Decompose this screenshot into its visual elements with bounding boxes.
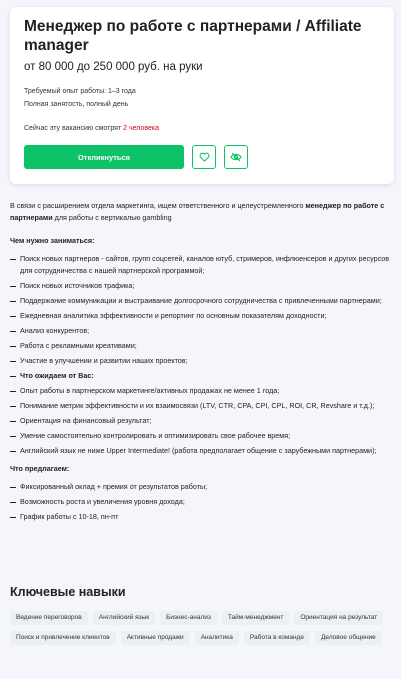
favorite-button[interactable] [192, 145, 216, 169]
list-item: Участие в улучшении и развитии наших проектов; [10, 355, 395, 367]
skills-title: Ключевые навыки [10, 585, 126, 599]
list-item: График работы с 10-18, пн-пт [10, 511, 395, 523]
list-item: Возможность роста и увеличения уровня дохода; [10, 496, 395, 508]
list-item: Поиск новых источников трафика; [10, 280, 395, 292]
eye-off-icon [230, 152, 242, 162]
intro-bold: менеджер по работе с партнерами [10, 201, 385, 222]
intro-paragraph [10, 200, 395, 224]
viewing-counter [24, 125, 380, 132]
list-item: Фиксированный оклад + премия от результатов работы; [10, 481, 395, 493]
list-item: Поддержание коммуникации и выстраивание долгосрочного сотрудничества с привлеченными партнерами; [10, 295, 395, 307]
vacancy-meta [24, 86, 380, 111]
skill-tag: Английский язык [93, 611, 155, 625]
skill-tag: Ориентация на результат [294, 611, 383, 625]
list-item: Ориентация на финансовый результат; [10, 415, 395, 427]
skill-tag: Активные продажи [121, 631, 190, 645]
skill-tag: Работа в команде [244, 631, 310, 645]
vacancy-actions [24, 145, 248, 169]
salary: от 80 000 до 250 000 руб. на руки [24, 61, 203, 73]
viewing-prefix: Сейчас эту вакансию смотрят [24, 125, 124, 132]
apply-button[interactable]: Откликнуться [24, 145, 184, 169]
list-item: Анализ конкурентов; [10, 325, 395, 337]
skill-tag: Тайм-менеджмент [222, 611, 290, 625]
offers-list [10, 481, 395, 523]
experience-text: Требуемый опыт работы: 1–3 года [24, 88, 136, 95]
skill-tag: Деловое общение [315, 631, 382, 645]
tasks-list [10, 253, 395, 457]
heart-icon [199, 152, 210, 162]
list-item: Опыт работы в партнерском маркетинге/активных продажах не менее 1 года; [10, 385, 395, 397]
skill-tag: Аналитика [195, 631, 239, 645]
list-item: Английский язык не ниже Upper Intermediate! (работа предполагает общение с зарубежными партнерами); [10, 445, 395, 457]
skill-tag: Ведение переговоров [10, 611, 88, 625]
vacancy-card [10, 7, 394, 184]
offers-heading: Что предлагаем: [10, 464, 70, 473]
vacancy-title: Менеджер по работе с партнерами / Affiliate manager [24, 18, 362, 54]
employment-text: Полная занятость, полный день [24, 100, 129, 108]
skill-tag: Поиск и привлечение клиентов [10, 631, 116, 645]
intro-text: В связи с расширением отдела маркетинга, ищем ответственного и целеустремленного [10, 201, 306, 210]
tasks-heading: Чем нужно заниматься: [10, 236, 95, 245]
skill-tag: Бизнес-анализ [160, 611, 217, 625]
vacancy-description [10, 200, 395, 526]
list-item: Понимание метрик эффективности и их взаимосвязи (LTV, CTR, CPA, CPI, CPL, ROI, CR, Revshare и т.д.); [10, 400, 395, 412]
list-item: Поиск новых партнеров - сайтов, групп соцсетей, каналов ютуб, стримеров, инфлюенсеров и других ресурсов для сотрудничества с нашей партнерской программой; [10, 253, 395, 277]
skills-tags [10, 611, 395, 645]
viewing-count: 2 человека [123, 125, 159, 132]
list-item: Умение самостоятельно контролировать и оптимизировать свое рабочее время; [10, 430, 395, 442]
list-item: Работа с рекламными креативами; [10, 340, 395, 352]
expect-heading: Что ожидаем от Вас: [10, 370, 395, 382]
list-item: Ежедневная аналитика эффективности и репортинг по основным показателям доходности; [10, 310, 395, 322]
intro-end: для работы с вертикалью gambling [52, 213, 172, 222]
hide-vacancy-button[interactable] [224, 145, 248, 169]
